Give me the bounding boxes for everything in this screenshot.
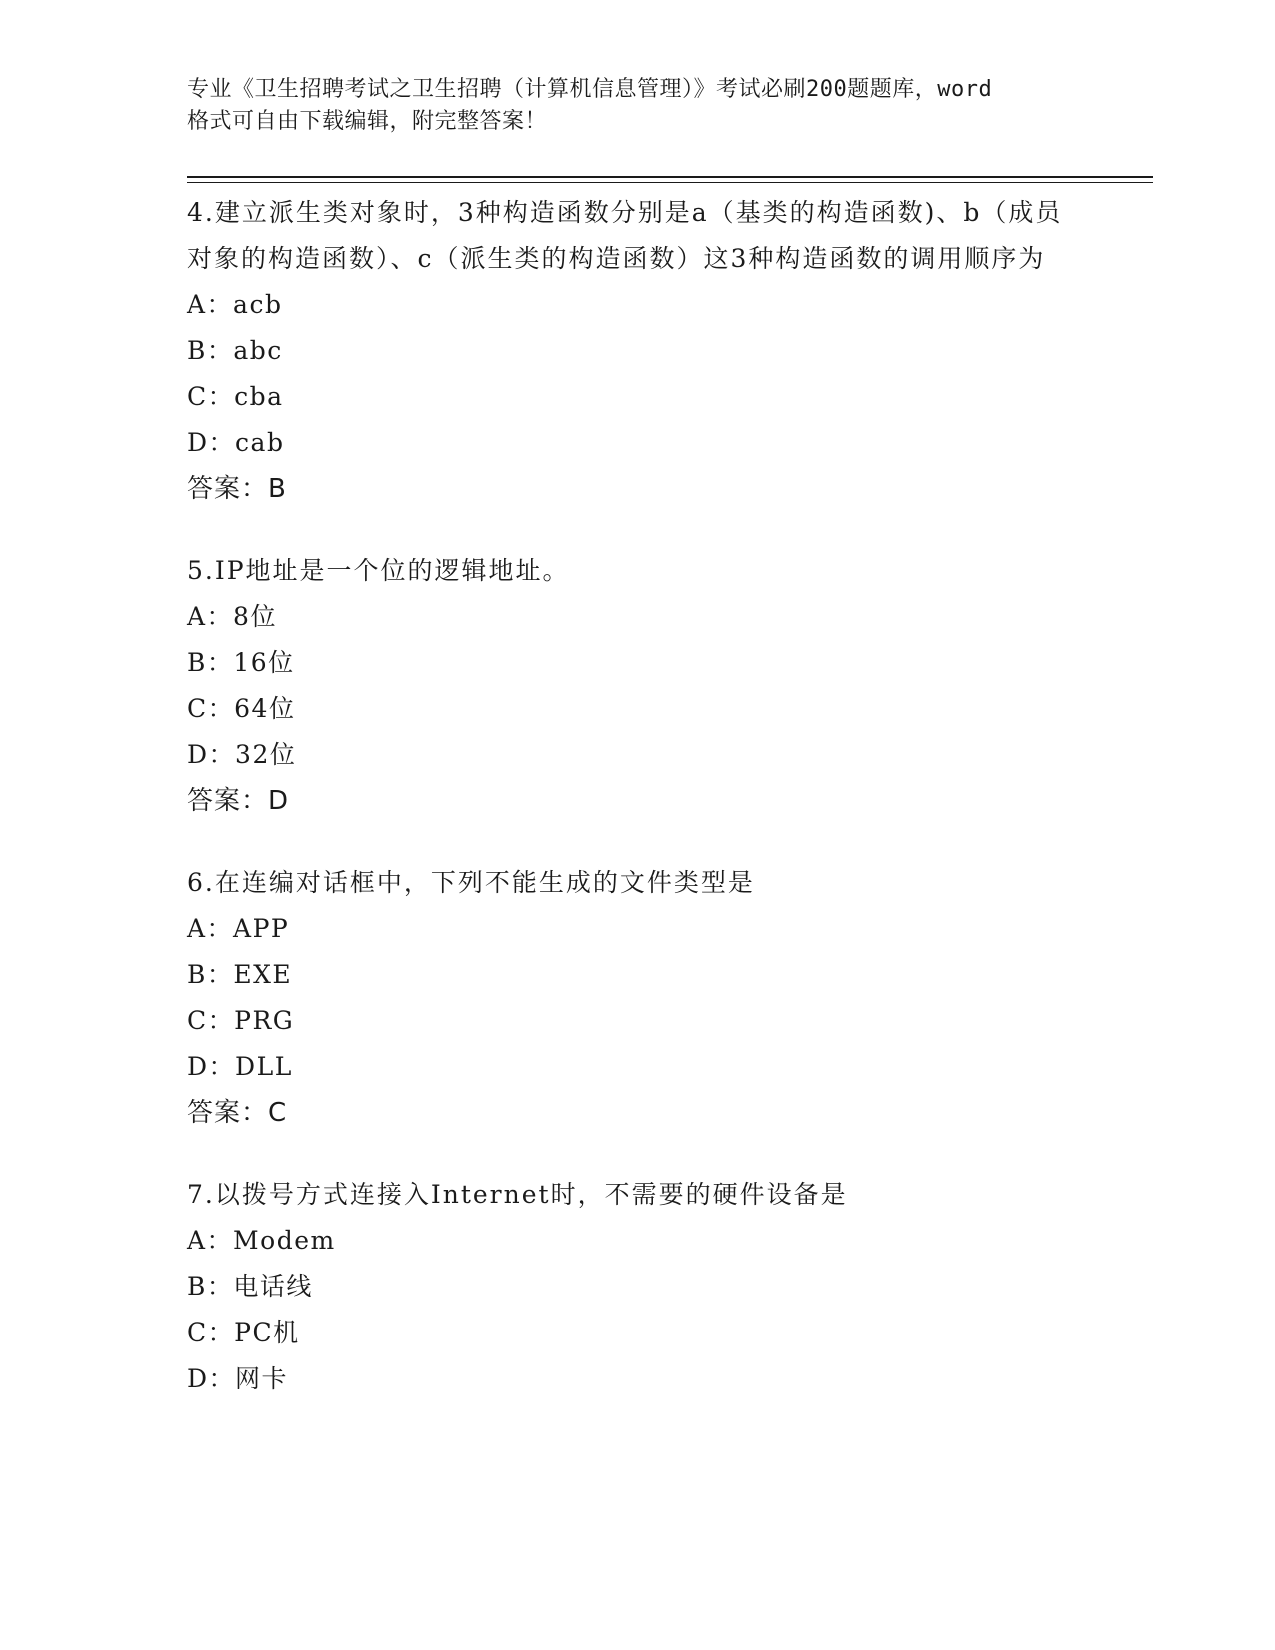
- option-a: A：acb: [187, 290, 283, 319]
- option-b: B：16位: [187, 648, 295, 677]
- option-a: A：Modem: [187, 1226, 336, 1255]
- header-line-2: 格式可自由下载编辑，附完整答案！: [187, 109, 548, 134]
- option-b: B：abc: [187, 336, 283, 365]
- question-text: 7.以拨号方式连接入Internet时，不需要的硬件设备是: [187, 1180, 848, 1209]
- option-d: D：网卡: [187, 1364, 289, 1393]
- option-a: A：8位: [187, 602, 277, 631]
- header-line-1: 专业《卫生招聘考试之卫生招聘（计算机信息管理）》考试必刷200题题库，word: [187, 77, 993, 102]
- question-list: [187, 190, 1087, 1438]
- question-text: 5.IP地址是一个位的逻辑地址。: [187, 556, 570, 585]
- option-b: B：电话线: [187, 1272, 313, 1301]
- option-d: D：DLL: [187, 1052, 293, 1081]
- option-d: D：cab: [187, 428, 285, 457]
- document-header: [187, 74, 1087, 138]
- answer: 答案：C: [187, 1098, 288, 1128]
- question-5: [187, 548, 1087, 824]
- question-6: [187, 860, 1087, 1136]
- header-divider-thick: [187, 176, 1153, 178]
- option-b: B：EXE: [187, 960, 293, 989]
- header-divider-thin: [187, 182, 1153, 183]
- option-c: C：PRG: [187, 1006, 295, 1035]
- question-4: [187, 190, 1087, 512]
- answer: 答案：D: [187, 786, 290, 816]
- question-text: 6.在连编对话框中，下列不能生成的文件类型是: [187, 868, 755, 897]
- option-c: C：PC机: [187, 1318, 300, 1347]
- option-c: C：cba: [187, 382, 284, 411]
- option-a: A：APP: [187, 914, 290, 943]
- question-text: 4.建立派生类对象时，3种构造函数分别是a（基类的构造函数)、b（成员对象的构造函数）、c（派生类的构造函数）这3种构造函数的调用顺序为: [187, 198, 1063, 273]
- question-7: [187, 1172, 1087, 1402]
- option-c: C：64位: [187, 694, 296, 723]
- option-d: D：32位: [187, 740, 297, 769]
- answer: 答案：B: [187, 474, 287, 504]
